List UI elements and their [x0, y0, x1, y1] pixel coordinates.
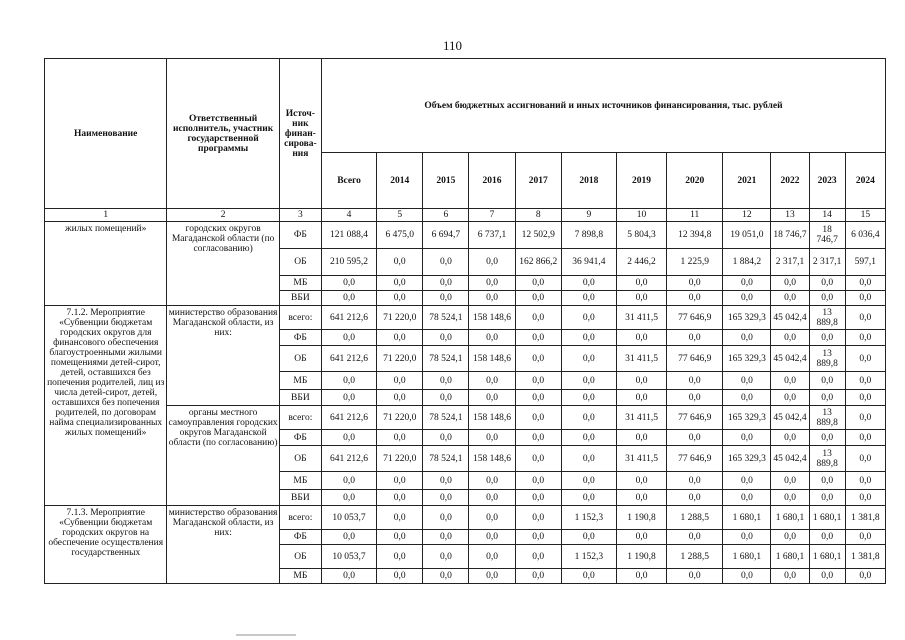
- year-value: 0,0: [771, 372, 809, 390]
- year-value: 0,0: [423, 506, 469, 530]
- year-value: 0,0: [561, 346, 616, 372]
- year-value: 31 411,5: [616, 446, 666, 472]
- year-value: 0,0: [845, 430, 885, 446]
- year-value: 0,0: [515, 530, 561, 545]
- year-value: 597,1: [845, 249, 885, 276]
- year-value: 158 148,6: [469, 306, 515, 330]
- year-value: 0,0: [845, 346, 885, 372]
- year-value: 0,0: [377, 530, 423, 545]
- year-value: 0,0: [515, 330, 561, 346]
- year-value: 0,0: [723, 276, 771, 291]
- executor: органы местного самоуправления городских округов Магаданской области (по согласованию): [167, 406, 279, 506]
- year-value: 19 051,0: [723, 222, 771, 249]
- total-value: 0,0: [321, 430, 376, 446]
- header-year: 2021: [723, 153, 771, 209]
- year-value: 0,0: [377, 506, 423, 530]
- page-number: 110: [442, 38, 463, 53]
- year-value: 0,0: [723, 569, 771, 584]
- source-code: ВБИ: [279, 390, 321, 406]
- year-value: 2 446,2: [616, 249, 666, 276]
- column-number: 5: [377, 209, 423, 222]
- year-value: 165 329,3: [723, 346, 771, 372]
- total-value: 0,0: [321, 372, 376, 390]
- year-value: 0,0: [469, 390, 515, 406]
- year-value: 0,0: [561, 406, 616, 430]
- year-value: 1 680,1: [771, 506, 809, 530]
- year-value: 0,0: [809, 430, 845, 446]
- year-value: 0,0: [423, 276, 469, 291]
- year-value: 0,0: [377, 291, 423, 306]
- year-value: 77 646,9: [667, 346, 723, 372]
- year-value: 13 889,8: [809, 306, 845, 330]
- year-value: 0,0: [561, 446, 616, 472]
- year-value: 1 680,1: [809, 506, 845, 530]
- source-code: ОБ: [279, 346, 321, 372]
- total-value: 0,0: [321, 490, 376, 506]
- source-code: МБ: [279, 372, 321, 390]
- table-row: [45, 506, 886, 530]
- year-value: 0,0: [845, 569, 885, 584]
- source-code: всего:: [279, 406, 321, 430]
- year-value: 0,0: [771, 291, 809, 306]
- year-value: 0,0: [667, 530, 723, 545]
- year-value: 0,0: [771, 530, 809, 545]
- year-value: 0,0: [515, 569, 561, 584]
- total-value: 0,0: [321, 291, 376, 306]
- column-number: 4: [321, 209, 376, 222]
- year-value: 0,0: [667, 390, 723, 406]
- year-value: 0,0: [771, 430, 809, 446]
- total-value: 10 053,7: [321, 545, 376, 569]
- year-value: 0,0: [616, 330, 666, 346]
- year-value: 1 225,9: [667, 249, 723, 276]
- total-value: 641 212,6: [321, 346, 376, 372]
- year-value: 0,0: [561, 372, 616, 390]
- column-number: 9: [561, 209, 616, 222]
- item-name: жилых помещений»: [45, 222, 167, 306]
- year-value: 0,0: [845, 490, 885, 506]
- year-value: 0,0: [845, 390, 885, 406]
- column-number: 7: [469, 209, 515, 222]
- column-number: 10: [616, 209, 666, 222]
- year-value: 77 646,9: [667, 446, 723, 472]
- header-year: 2020: [667, 153, 723, 209]
- year-value: 1 381,8: [845, 545, 885, 569]
- year-value: 0,0: [616, 390, 666, 406]
- year-value: 71 220,0: [377, 406, 423, 430]
- year-value: 2 317,1: [771, 249, 809, 276]
- header-year: 2017: [515, 153, 561, 209]
- year-value: 0,0: [469, 530, 515, 545]
- year-value: 0,0: [423, 249, 469, 276]
- year-value: 0,0: [469, 506, 515, 530]
- year-value: 31 411,5: [616, 346, 666, 372]
- year-value: 0,0: [469, 430, 515, 446]
- year-value: 0,0: [515, 506, 561, 530]
- year-value: 162 866,2: [515, 249, 561, 276]
- year-value: 31 411,5: [616, 306, 666, 330]
- header-year: 2023: [809, 153, 845, 209]
- year-value: 0,0: [515, 406, 561, 430]
- column-number: 6: [423, 209, 469, 222]
- year-value: 18 746,7: [809, 222, 845, 249]
- year-value: 1 152,3: [561, 545, 616, 569]
- header-year: 2016: [469, 153, 515, 209]
- source-code: ФБ: [279, 430, 321, 446]
- year-value: 0,0: [423, 430, 469, 446]
- source-code: МБ: [279, 472, 321, 490]
- year-value: 0,0: [616, 430, 666, 446]
- header-name: Наименование: [45, 59, 167, 209]
- year-value: 0,0: [469, 372, 515, 390]
- year-value: 0,0: [515, 291, 561, 306]
- year-value: 165 329,3: [723, 306, 771, 330]
- year-value: 0,0: [515, 446, 561, 472]
- year-value: 18 746,7: [771, 222, 809, 249]
- year-value: 0,0: [771, 490, 809, 506]
- year-value: 78 524,1: [423, 306, 469, 330]
- year-value: 1 190,8: [616, 506, 666, 530]
- year-value: 13 889,8: [809, 446, 845, 472]
- year-value: 0,0: [845, 372, 885, 390]
- total-value: 0,0: [321, 472, 376, 490]
- year-value: 0,0: [515, 346, 561, 372]
- year-value: 0,0: [515, 276, 561, 291]
- year-value: 0,0: [667, 330, 723, 346]
- year-value: 0,0: [723, 530, 771, 545]
- year-value: 36 941,4: [561, 249, 616, 276]
- header-source: Источ-ник финан-сирова-ния: [279, 59, 321, 209]
- year-value: 0,0: [561, 291, 616, 306]
- year-value: 1 680,1: [771, 545, 809, 569]
- year-value: 0,0: [845, 472, 885, 490]
- year-value: 71 220,0: [377, 346, 423, 372]
- total-value: 10 053,7: [321, 506, 376, 530]
- year-value: 0,0: [561, 569, 616, 584]
- header-year: 2014: [377, 153, 423, 209]
- year-value: 78 524,1: [423, 346, 469, 372]
- year-value: 0,0: [423, 490, 469, 506]
- year-value: 0,0: [377, 276, 423, 291]
- source-code: ФБ: [279, 222, 321, 249]
- year-value: 6 036,4: [845, 222, 885, 249]
- year-value: 0,0: [469, 569, 515, 584]
- year-value: 158 148,6: [469, 346, 515, 372]
- header-executor: Ответственный исполнитель, участник государственной программы: [167, 59, 279, 209]
- year-value: 31 411,5: [616, 406, 666, 430]
- year-value: 0,0: [723, 291, 771, 306]
- year-value: 0,0: [377, 372, 423, 390]
- year-value: 12 394,8: [667, 222, 723, 249]
- year-value: 6 694,7: [423, 222, 469, 249]
- scan-artifact: [236, 634, 296, 636]
- header-year: 2015: [423, 153, 469, 209]
- year-value: 0,0: [616, 276, 666, 291]
- executor: городских округов Магаданской области (по согласованию): [167, 222, 279, 306]
- year-value: 0,0: [469, 490, 515, 506]
- year-value: 71 220,0: [377, 446, 423, 472]
- year-value: 2 317,1: [809, 249, 845, 276]
- year-value: 0,0: [616, 472, 666, 490]
- year-value: 0,0: [809, 530, 845, 545]
- year-value: 0,0: [845, 291, 885, 306]
- year-value: 45 042,4: [771, 446, 809, 472]
- header-volume: Объем бюджетных ассигнований и иных источников финансирования, тыс. рублей: [321, 59, 885, 153]
- column-number: 11: [667, 209, 723, 222]
- table-row: [45, 406, 886, 430]
- year-value: 0,0: [423, 330, 469, 346]
- column-number: 8: [515, 209, 561, 222]
- year-value: 0,0: [515, 472, 561, 490]
- year-value: 0,0: [469, 291, 515, 306]
- source-code: ОБ: [279, 545, 321, 569]
- year-value: 0,0: [561, 530, 616, 545]
- year-value: 1 680,1: [723, 545, 771, 569]
- budget-table: [44, 58, 886, 584]
- year-value: 0,0: [771, 276, 809, 291]
- year-value: 1 190,8: [616, 545, 666, 569]
- column-number: 12: [723, 209, 771, 222]
- item-name: 7.1.3. Мероприятие «Субвенции бюджетам городских округов на обеспечение осуществления государственных: [45, 506, 167, 584]
- year-value: 0,0: [423, 545, 469, 569]
- year-value: 0,0: [616, 372, 666, 390]
- year-value: 5 804,3: [616, 222, 666, 249]
- total-value: 641 212,6: [321, 306, 376, 330]
- year-value: 13 889,8: [809, 346, 845, 372]
- source-code: ОБ: [279, 446, 321, 472]
- year-value: 0,0: [377, 569, 423, 584]
- year-value: 0,0: [377, 472, 423, 490]
- year-value: 0,0: [561, 330, 616, 346]
- year-value: 0,0: [723, 490, 771, 506]
- year-value: 0,0: [809, 330, 845, 346]
- year-value: 45 042,4: [771, 306, 809, 330]
- column-number: 13: [771, 209, 809, 222]
- year-value: 0,0: [845, 306, 885, 330]
- year-value: 0,0: [809, 569, 845, 584]
- year-value: 0,0: [723, 472, 771, 490]
- year-value: 0,0: [771, 472, 809, 490]
- year-value: 0,0: [423, 372, 469, 390]
- source-code: всего:: [279, 306, 321, 330]
- executor: министерство образования Магаданской области, из них:: [167, 506, 279, 584]
- year-value: 0,0: [809, 490, 845, 506]
- year-value: 0,0: [845, 276, 885, 291]
- total-value: 0,0: [321, 276, 376, 291]
- year-value: 0,0: [809, 472, 845, 490]
- year-value: 0,0: [809, 372, 845, 390]
- year-value: 0,0: [771, 330, 809, 346]
- year-value: 0,0: [561, 390, 616, 406]
- year-value: 0,0: [469, 330, 515, 346]
- source-code: ФБ: [279, 530, 321, 545]
- year-value: 0,0: [423, 530, 469, 545]
- column-number: 2: [167, 209, 279, 222]
- source-code: ОБ: [279, 249, 321, 276]
- table-row: [45, 222, 886, 249]
- year-value: 0,0: [377, 490, 423, 506]
- year-value: 0,0: [469, 249, 515, 276]
- year-value: 77 646,9: [667, 306, 723, 330]
- total-value: 0,0: [321, 530, 376, 545]
- year-value: 0,0: [616, 490, 666, 506]
- year-value: 0,0: [667, 569, 723, 584]
- year-value: 0,0: [423, 390, 469, 406]
- year-value: 1 884,2: [723, 249, 771, 276]
- total-value: 0,0: [321, 330, 376, 346]
- year-value: 0,0: [377, 249, 423, 276]
- year-value: 0,0: [515, 372, 561, 390]
- item-name: 7.1.2. Мероприятие «Субвенции бюджетам городских округов для финансового обеспечения благоустроенными жилыми помещениями детей-сирот, детей, оставшихся без попечения родителей, лиц из числа детей-сирот, детей, оставшихся без попечения родителей, по договорам найма специализированных жилых помещений»: [45, 306, 167, 506]
- year-value: 0,0: [667, 430, 723, 446]
- year-value: 0,0: [423, 569, 469, 584]
- year-value: 77 646,9: [667, 406, 723, 430]
- total-value: 121 088,4: [321, 222, 376, 249]
- year-value: 0,0: [469, 545, 515, 569]
- year-value: 0,0: [845, 330, 885, 346]
- year-value: 7 898,8: [561, 222, 616, 249]
- year-value: 165 329,3: [723, 446, 771, 472]
- year-value: 6 737,1: [469, 222, 515, 249]
- header-total: Всего: [321, 153, 376, 209]
- year-value: 0,0: [515, 490, 561, 506]
- header-year: 2019: [616, 153, 666, 209]
- year-value: 0,0: [845, 406, 885, 430]
- year-value: 0,0: [616, 291, 666, 306]
- header-year: 2024: [845, 153, 885, 209]
- year-value: 0,0: [845, 530, 885, 545]
- year-value: 0,0: [377, 545, 423, 569]
- year-value: 0,0: [809, 291, 845, 306]
- source-code: ВБИ: [279, 291, 321, 306]
- year-value: 0,0: [667, 490, 723, 506]
- year-value: 71 220,0: [377, 306, 423, 330]
- year-value: 0,0: [667, 472, 723, 490]
- total-value: 0,0: [321, 569, 376, 584]
- year-value: 0,0: [809, 276, 845, 291]
- year-value: 78 524,1: [423, 406, 469, 430]
- year-value: 0,0: [723, 330, 771, 346]
- column-number: 3: [279, 209, 321, 222]
- year-value: 0,0: [423, 472, 469, 490]
- year-value: 0,0: [377, 330, 423, 346]
- year-value: 0,0: [809, 390, 845, 406]
- year-value: 0,0: [561, 430, 616, 446]
- year-value: 0,0: [667, 372, 723, 390]
- source-code: всего:: [279, 506, 321, 530]
- header-year: 2018: [561, 153, 616, 209]
- year-value: 0,0: [561, 472, 616, 490]
- source-code: ФБ: [279, 330, 321, 346]
- year-value: 0,0: [561, 276, 616, 291]
- source-code: МБ: [279, 276, 321, 291]
- year-value: 158 148,6: [469, 446, 515, 472]
- year-value: 0,0: [377, 390, 423, 406]
- year-value: 0,0: [515, 545, 561, 569]
- year-value: 0,0: [469, 472, 515, 490]
- column-number: 1: [45, 209, 167, 222]
- total-value: 641 212,6: [321, 406, 376, 430]
- year-value: 0,0: [515, 390, 561, 406]
- year-value: 0,0: [561, 306, 616, 330]
- column-number: 14: [809, 209, 845, 222]
- total-value: 641 212,6: [321, 446, 376, 472]
- year-value: 165 329,3: [723, 406, 771, 430]
- year-value: 0,0: [845, 446, 885, 472]
- year-value: 0,0: [723, 390, 771, 406]
- source-code: МБ: [279, 569, 321, 584]
- year-value: 0,0: [469, 276, 515, 291]
- year-value: 0,0: [616, 530, 666, 545]
- year-value: 1 381,8: [845, 506, 885, 530]
- year-value: 6 475,0: [377, 222, 423, 249]
- year-value: 78 524,1: [423, 446, 469, 472]
- source-code: ВБИ: [279, 490, 321, 506]
- year-value: 0,0: [616, 569, 666, 584]
- year-value: 45 042,4: [771, 406, 809, 430]
- year-value: 45 042,4: [771, 346, 809, 372]
- year-value: 0,0: [667, 276, 723, 291]
- year-value: 0,0: [515, 430, 561, 446]
- year-value: 1 288,5: [667, 545, 723, 569]
- year-value: 1 680,1: [809, 545, 845, 569]
- header-year: 2022: [771, 153, 809, 209]
- year-value: 1 152,3: [561, 506, 616, 530]
- year-value: 158 148,6: [469, 406, 515, 430]
- total-value: 0,0: [321, 390, 376, 406]
- year-value: 0,0: [667, 291, 723, 306]
- year-value: 1 288,5: [667, 506, 723, 530]
- year-value: 0,0: [723, 372, 771, 390]
- executor: министерство образования Магаданской области, из них:: [167, 306, 279, 406]
- total-value: 210 595,2: [321, 249, 376, 276]
- year-value: 0,0: [723, 430, 771, 446]
- year-value: 12 502,9: [515, 222, 561, 249]
- year-value: 0,0: [771, 569, 809, 584]
- year-value: 0,0: [377, 430, 423, 446]
- year-value: 13 889,8: [809, 406, 845, 430]
- year-value: 0,0: [515, 306, 561, 330]
- year-value: 1 680,1: [723, 506, 771, 530]
- year-value: 0,0: [423, 291, 469, 306]
- year-value: 0,0: [561, 490, 616, 506]
- year-value: 0,0: [771, 390, 809, 406]
- column-number: 15: [845, 209, 885, 222]
- table-row: [45, 306, 886, 330]
